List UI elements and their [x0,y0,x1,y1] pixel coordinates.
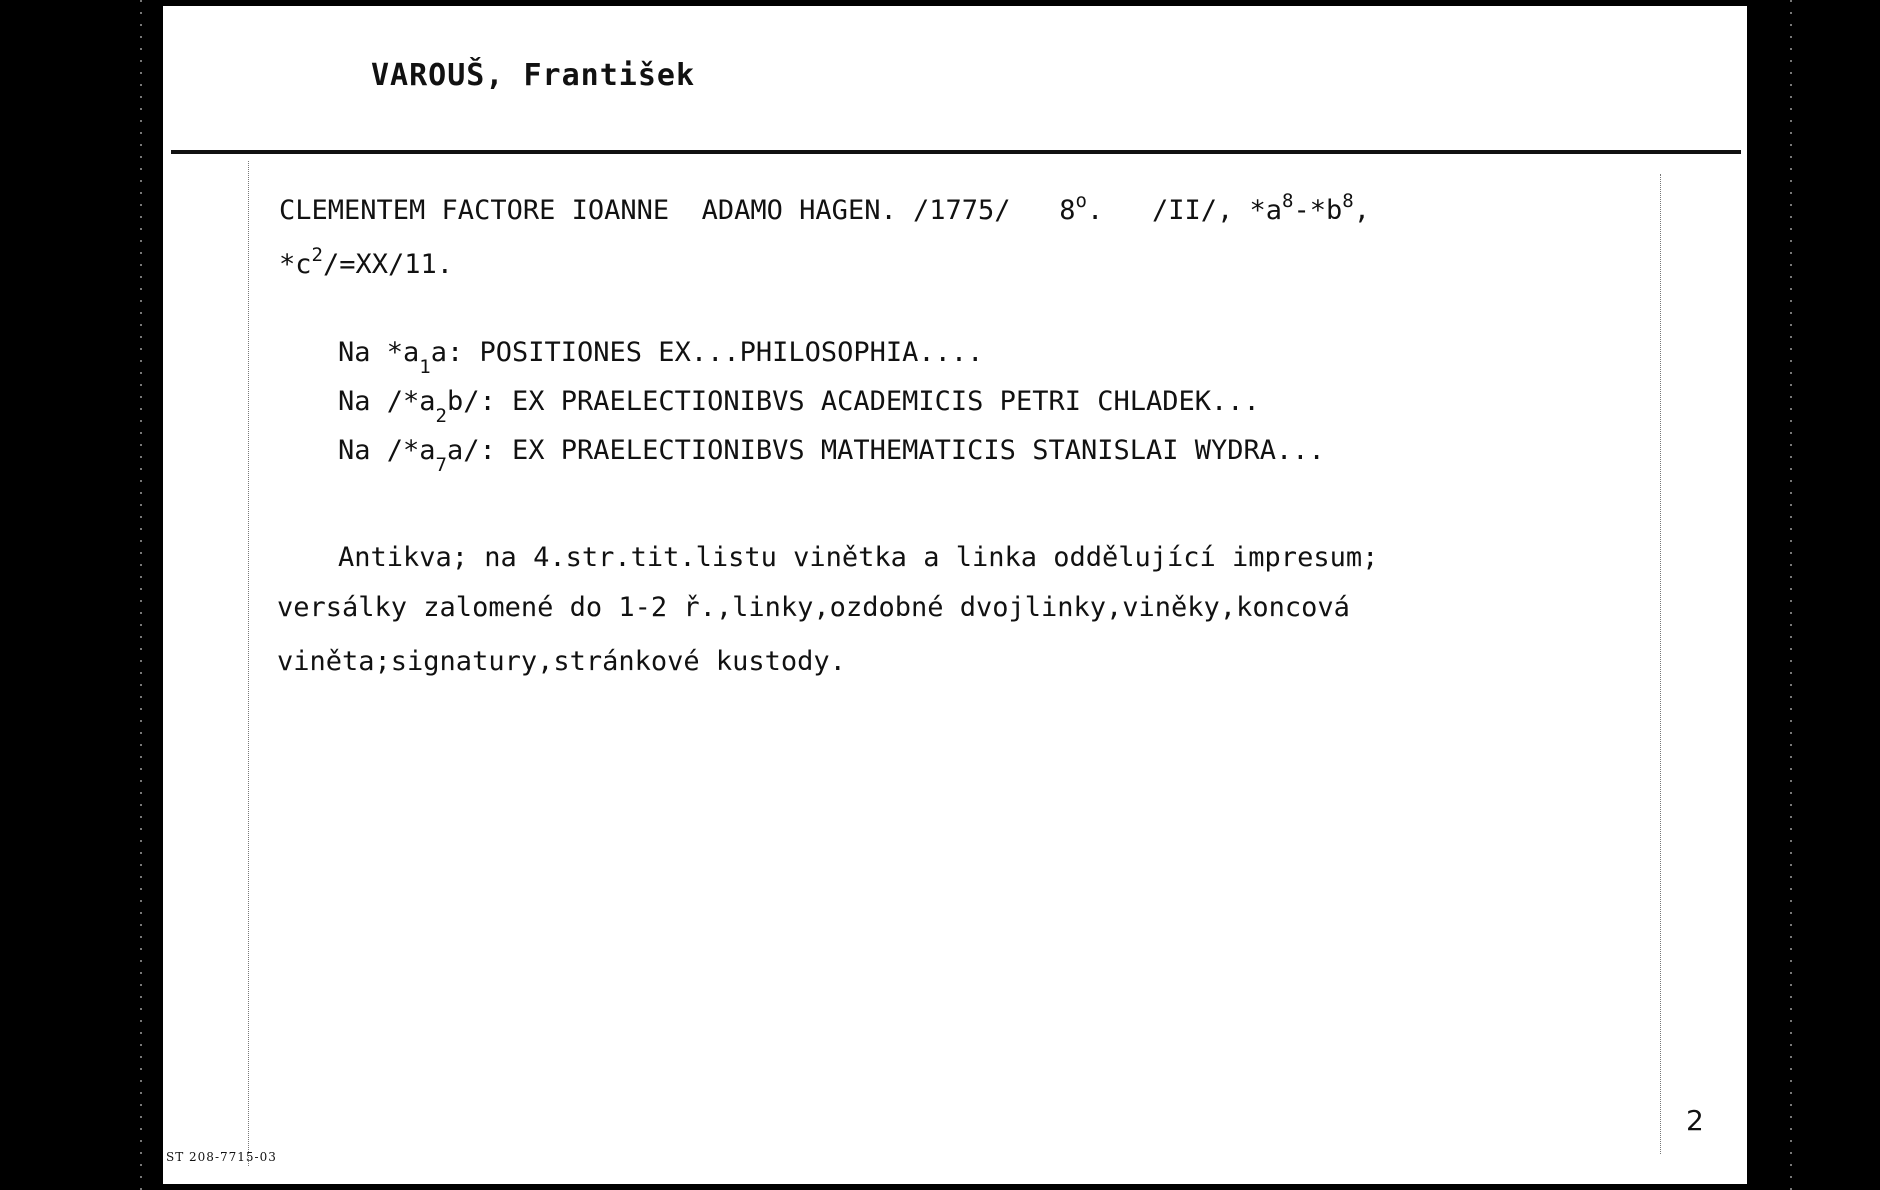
note-prefix: Na /*a [338,386,436,417]
description-line: Antikva; na 4.str.tit.listu vinětka a linka oddělující impresum; [338,542,1379,573]
note-sub: 7 [435,454,447,476]
collation-text-b: -*b [1293,195,1343,226]
left-margin-line [248,161,249,1166]
card-heading: VAROUŠ, František [371,58,696,93]
collation-c: *c [279,249,312,280]
collation-sup-a: 8 [1282,190,1294,212]
note-prefix: Na *a [338,337,420,368]
catalog-card [163,6,1747,1184]
note-sub: 1 [419,356,431,378]
note-suffix: b/: EX PRAELECTIONIBVS ACADEMICIS PETRI CHLADEK... [447,386,1260,417]
description-line: viněta;signatury,stránkové kustody. [277,646,846,677]
form-code: ST 208-7715-03 [166,1150,277,1164]
scan-edge-right [1790,0,1792,1190]
collation-comma: , [1353,195,1370,226]
format-degree: o [1075,190,1087,212]
collation-sup-c: 2 [311,244,323,266]
right-margin-line [1660,174,1661,1154]
title-line-2 [279,238,453,282]
note-line [338,336,983,384]
note-prefix: Na /*a [338,435,436,466]
note-line [338,434,1325,482]
note-sub: 2 [435,405,447,427]
note-suffix: a: POSITIONES EX...PHILOSOPHIA.... [430,337,984,368]
heading-rule [171,150,1741,154]
note-line [338,385,1260,433]
scan-edge-left [140,0,142,1190]
collation-sup-b: 8 [1342,190,1354,212]
title-text: CLEMENTEM FACTORE IOANNE ADAMO HAGEN. /1775/ 8 [279,195,1076,226]
page-number: 2 [1686,1104,1704,1137]
note-suffix: a/: EX PRAELECTIONIBVS MATHEMATICIS STANISLAI WYDRA... [447,435,1325,466]
collation-text: . /II/, *a [1086,195,1283,226]
collation-total: /=XX/11. [322,249,454,280]
title-line-1 [279,184,1370,228]
description-line: versálky zalomené do 1-2 ř.,linky,ozdobné dvojlinky,viněky,koncová [277,592,1350,623]
